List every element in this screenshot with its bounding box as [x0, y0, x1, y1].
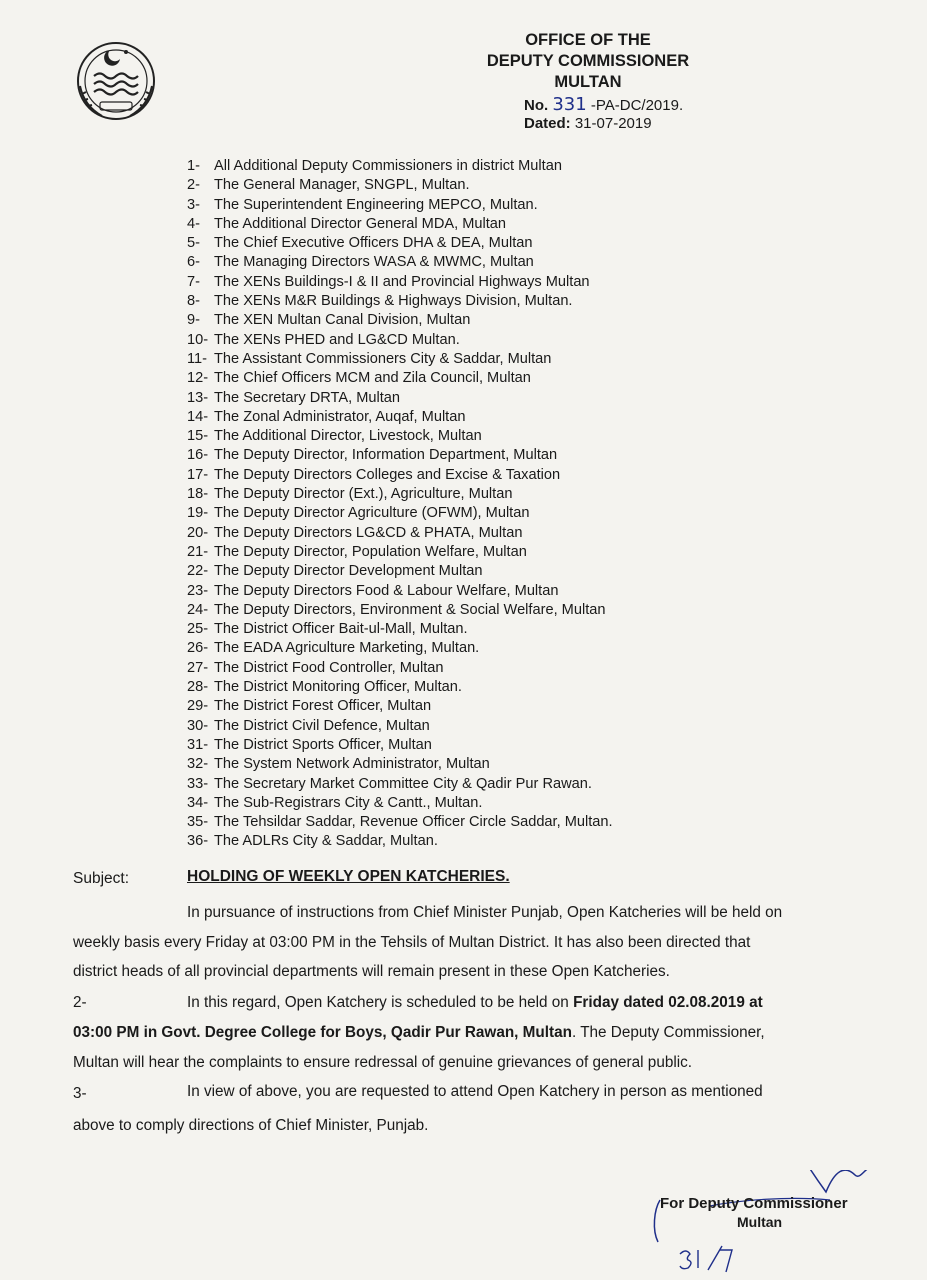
recipient-text: The Additional Director, Livestock, Multan	[214, 428, 482, 445]
recipient-number: 18-	[187, 486, 209, 503]
recipient-text: The Secretary Market Committee City & Qadir Pur Rawan.	[214, 775, 592, 792]
recipient-number: 6-	[187, 254, 200, 271]
recipient-item	[187, 176, 613, 195]
recipient-text: The XENs M&R Buildings & Highways Division, Multan.	[214, 293, 573, 310]
recipient-item	[187, 350, 613, 369]
recipient-item	[187, 639, 613, 658]
recipient-number: 15-	[187, 428, 209, 445]
recipient-item	[187, 736, 613, 755]
recipient-item	[187, 775, 613, 794]
recipient-item	[187, 582, 613, 601]
recipient-number: 21-	[187, 543, 209, 560]
recipient-item	[187, 273, 613, 292]
recipient-number: 19-	[187, 505, 209, 522]
recipient-item	[187, 292, 613, 311]
recipient-item	[187, 697, 613, 716]
recipient-number: 31-	[187, 736, 209, 753]
recipient-number: 23-	[187, 582, 209, 599]
recipient-text: The Deputy Director, Information Department, Multan	[214, 447, 558, 464]
recipient-item	[187, 389, 613, 408]
recipient-text: The District Officer Bait-ul-Mall, Multan.	[214, 621, 468, 638]
recipient-text: The EADA Agriculture Marketing, Multan.	[214, 640, 480, 657]
recipient-item	[187, 446, 613, 465]
recipient-number: 27-	[187, 659, 209, 676]
recipient-text: The Deputy Director Agriculture (OFWM), Multan	[214, 505, 530, 522]
recipient-number: 3-	[187, 196, 200, 213]
recipient-item	[187, 253, 613, 272]
recipient-number: 29-	[187, 698, 209, 715]
recipient-number: 4-	[187, 215, 200, 232]
recipient-text: The Deputy Director Development Multan	[214, 563, 483, 580]
recipient-number: 13-	[187, 389, 209, 406]
recipient-number: 20-	[187, 524, 209, 541]
body-p3-line2: above to comply directions of Chief Minister, Punjab.	[73, 1117, 429, 1134]
recipient-number: 11-	[187, 350, 208, 367]
subject-title: HOLDING OF WEEKLY OPEN KATCHERIES.	[187, 868, 510, 885]
body-p2-line2: 03:00 PM in Govt. Degree College for Boys, Qadir Pur Rawan, Multan. The Deputy Commissioner,	[73, 1024, 765, 1041]
recipient-text: The Deputy Director (Ext.), Agriculture, Multan	[214, 486, 513, 503]
recipient-item	[187, 234, 613, 253]
recipient-item	[187, 562, 613, 581]
recipient-number: 17-	[187, 466, 209, 483]
recipient-item	[187, 331, 613, 350]
recipient-text: The Zonal Administrator, Auqaf, Multan	[214, 408, 466, 425]
recipient-number: 34-	[187, 794, 209, 811]
recipient-item	[187, 543, 613, 562]
recipient-item	[187, 601, 613, 620]
recipient-number: 1-	[187, 158, 200, 174]
recipient-item	[187, 813, 613, 832]
handwritten-date	[676, 1244, 736, 1274]
recipient-item	[187, 311, 613, 330]
recipient-text: The District Food Controller, Multan	[214, 659, 444, 676]
recipient-number: 24-	[187, 601, 209, 618]
recipient-item	[187, 524, 613, 543]
recipient-number: 7-	[187, 273, 200, 290]
body-p2-line1: In this regard, Open Katchery is scheduled to be held on Friday dated 02.08.2019 at	[187, 994, 763, 1011]
recipient-number: 32-	[187, 756, 209, 773]
recipient-text: The ADLRs City & Saddar, Multan.	[214, 833, 438, 850]
body-p1-line2: weekly basis every Friday at 03:00 PM in the Tehsils of Multan District. It has also been directed that	[73, 934, 751, 951]
recipient-text: The Deputy Directors, Environment & Social Welfare, Multan	[214, 601, 606, 618]
recipient-number: 22-	[187, 563, 209, 580]
recipient-text: The District Sports Officer, Multan	[214, 736, 432, 753]
recipient-item	[187, 466, 613, 485]
recipient-number: 26-	[187, 640, 209, 657]
subject-label: Subject:	[73, 870, 130, 887]
recipient-number: 30-	[187, 717, 209, 734]
recipient-text: The District Civil Defence, Multan	[214, 717, 430, 734]
recipient-text: The Chief Executive Officers DHA & DEA, Multan	[214, 235, 533, 252]
body-p2-line3: Multan will hear the complaints to ensure redressal of genuine grievances of general public.	[73, 1054, 693, 1071]
recipient-item	[187, 717, 613, 736]
recipient-number: 10-	[187, 331, 209, 348]
recipient-text: The Superintendent Engineering MEPCO, Multan.	[214, 196, 538, 213]
recipient-text: The XENs Buildings-I & II and Provincial Highways Multan	[214, 273, 590, 290]
recipient-text: The Deputy Directors Food & Labour Welfare, Multan	[214, 582, 559, 599]
recipient-text: The XEN Multan Canal Division, Multan	[214, 312, 471, 329]
body-p1-line3: district heads of all provincial departments will remain present in these Open Katcheries.	[73, 963, 670, 980]
recipient-number: 8-	[187, 293, 200, 310]
recipient-text: The Assistant Commissioners City & Saddar, Multan	[214, 350, 552, 367]
reference-number: No. 331 -PA-DC/2019.	[524, 94, 684, 115]
recipient-text: The Additional Director General MDA, Multan	[214, 215, 507, 232]
recipient-item	[187, 794, 613, 813]
recipient-item	[187, 755, 613, 774]
recipient-text: The Deputy Directors LG&CD & PHATA, Multan	[214, 524, 523, 541]
office-line-1: OFFICE OF THE	[525, 31, 651, 49]
recipient-text: The General Manager, SNGPL, Multan.	[214, 177, 470, 194]
recipient-number: 5-	[187, 235, 200, 252]
recipient-text: The Deputy Directors Colleges and Excise & Taxation	[214, 466, 561, 483]
recipient-item	[187, 485, 613, 504]
recipient-item	[187, 157, 613, 176]
signature-for-line: For Deputy Commissioner	[660, 1195, 848, 1212]
recipient-number: 25-	[187, 621, 209, 638]
recipient-number: 28-	[187, 679, 209, 696]
recipient-item	[187, 215, 613, 234]
recipient-item	[187, 369, 613, 388]
recipient-text: The District Monitoring Officer, Multan.	[214, 679, 462, 696]
recipient-text: The Sub-Registrars City & Cantt., Multan.	[214, 794, 483, 811]
reference-date: Dated: 31-07-2019	[524, 115, 652, 132]
body-p3-line1: In view of above, you are requested to attend Open Katchery in person as mentioned	[187, 1083, 763, 1100]
office-line-2: DEPUTY COMMISSIONER	[486, 52, 690, 70]
body-p3-number: 3-	[73, 1085, 87, 1102]
recipient-number: 14-	[187, 408, 209, 425]
recipient-number: 16-	[187, 447, 209, 464]
recipient-item	[187, 620, 613, 639]
recipient-text: The Deputy Director, Population Welfare, Multan	[214, 543, 527, 560]
recipient-text: The XENs PHED and LG&CD Multan.	[214, 331, 460, 348]
punjab-emblem-icon	[70, 36, 162, 126]
recipient-number: 2-	[187, 177, 200, 194]
recipient-item	[187, 196, 613, 215]
recipient-item	[187, 408, 613, 427]
recipient-number: 35-	[187, 814, 209, 831]
recipient-item	[187, 832, 613, 851]
recipient-text: The System Network Administrator, Multan	[214, 756, 490, 773]
body-p1-line1: In pursuance of instructions from Chief Minister Punjab, Open Katcheries will be held on	[187, 904, 783, 921]
body-p2-number: 2-	[73, 994, 87, 1011]
recipient-list	[187, 157, 613, 852]
recipient-text: The Secretary DRTA, Multan	[214, 389, 400, 406]
signature-place: Multan	[737, 1214, 783, 1230]
recipient-item	[187, 504, 613, 523]
recipient-number: 12-	[187, 370, 209, 387]
recipient-text: The Tehsildar Saddar, Revenue Officer Circle Saddar, Multan.	[214, 814, 613, 831]
recipient-item	[187, 678, 613, 697]
recipient-number: 33-	[187, 775, 209, 792]
recipient-number: 36-	[187, 833, 209, 850]
office-heading	[478, 30, 698, 93]
recipient-text: The District Forest Officer, Multan	[214, 698, 432, 715]
recipient-item	[187, 659, 613, 678]
handwritten-number: 331	[552, 94, 587, 115]
recipient-text: All Additional Deputy Commissioners in district Multan	[214, 158, 562, 174]
recipient-number: 9-	[187, 312, 200, 329]
recipient-text: The Chief Officers MCM and Zila Council, Multan	[214, 370, 531, 387]
recipient-text: The Managing Directors WASA & MWMC, Multan	[214, 254, 534, 271]
recipient-item	[187, 427, 613, 446]
office-line-3: MULTAN	[554, 73, 622, 91]
